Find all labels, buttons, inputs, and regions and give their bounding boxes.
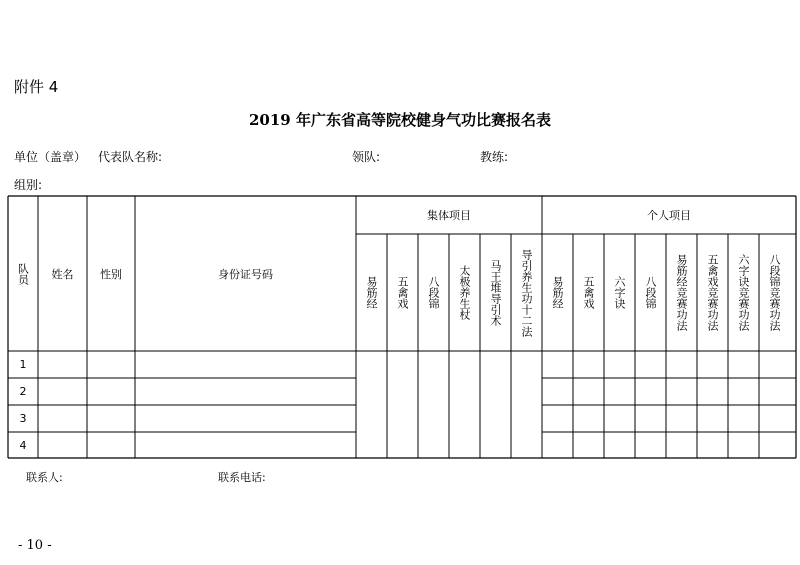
attachment-label: 附件 4 — [14, 78, 59, 96]
individual-event-1-text: 五禽戏 — [582, 276, 595, 309]
header-id-number — [135, 196, 356, 351]
collective-event-4 — [480, 234, 511, 351]
contact-person-label: 联系人: — [26, 471, 63, 484]
collective-event-1 — [387, 234, 418, 351]
individual-event-3-text: 八段锦 — [644, 276, 657, 309]
individual-event-5-text: 五禽戏竞赛功法 — [706, 254, 719, 331]
registration-table — [8, 196, 796, 458]
individual-event-1 — [573, 234, 604, 351]
header-collective-events-text: 集体项目 — [427, 209, 471, 222]
header-individual-events — [542, 196, 796, 234]
collective-event-5-text: 导引养生功十二法 — [520, 248, 533, 337]
table-row-number: 1 — [19, 358, 27, 371]
collective-event-4-text: 马王堆导引术 — [489, 259, 502, 326]
header-collective-events — [356, 196, 542, 234]
team-name-label: 代表队名称: — [98, 150, 163, 164]
individual-event-4 — [666, 234, 697, 351]
individual-event-0 — [542, 234, 573, 351]
contact-phone-label: 联系电话: — [218, 471, 266, 484]
header-name-text: 姓名 — [51, 267, 74, 281]
header-team-member — [8, 196, 38, 351]
table-row-number: 4 — [19, 439, 27, 452]
collective-event-0 — [356, 234, 387, 351]
collective-event-0-text: 易筋经 — [365, 276, 378, 309]
individual-event-5 — [697, 234, 728, 351]
collective-event-2 — [418, 234, 449, 351]
header-gender-text: 性别 — [100, 267, 122, 281]
group-label: 组别: — [14, 178, 43, 192]
unit-label: 单位（盖章） — [14, 150, 87, 164]
coach-label: 教练: — [480, 150, 509, 164]
table-row-number: 2 — [19, 385, 27, 398]
individual-event-0-text: 易筋经 — [551, 276, 564, 309]
form-title: 2019 年广东省高等院校健身气功比赛报名表 — [249, 111, 551, 129]
collective-event-3-text: 太极养生杖 — [458, 265, 471, 320]
individual-event-3 — [635, 234, 666, 351]
individual-event-7-text: 八段锦竞赛功法 — [768, 254, 781, 331]
team-leader-label: 领队: — [352, 150, 381, 164]
header-gender — [87, 196, 135, 351]
individual-event-2-text: 六字诀 — [613, 276, 626, 309]
collective-event-3 — [449, 234, 480, 351]
individual-event-4-text: 易筋经竞赛功法 — [675, 254, 688, 331]
header-team-member-text: 队员 — [16, 262, 30, 285]
individual-event-2 — [604, 234, 635, 351]
collective-event-2-text: 八段锦 — [427, 276, 440, 309]
header-name — [38, 196, 87, 351]
collective-event-1-text: 五禽戏 — [396, 276, 409, 309]
header-individual-events-text: 个人项目 — [647, 209, 691, 222]
individual-event-6 — [728, 234, 759, 351]
header-id-number-text: 身份证号码 — [218, 267, 273, 281]
table-row-number: 3 — [19, 412, 27, 425]
individual-event-7 — [759, 234, 790, 351]
individual-event-6-text: 六字诀竞赛功法 — [737, 254, 750, 331]
page-number: - 10 - — [18, 538, 52, 553]
collective-event-5 — [511, 234, 542, 351]
